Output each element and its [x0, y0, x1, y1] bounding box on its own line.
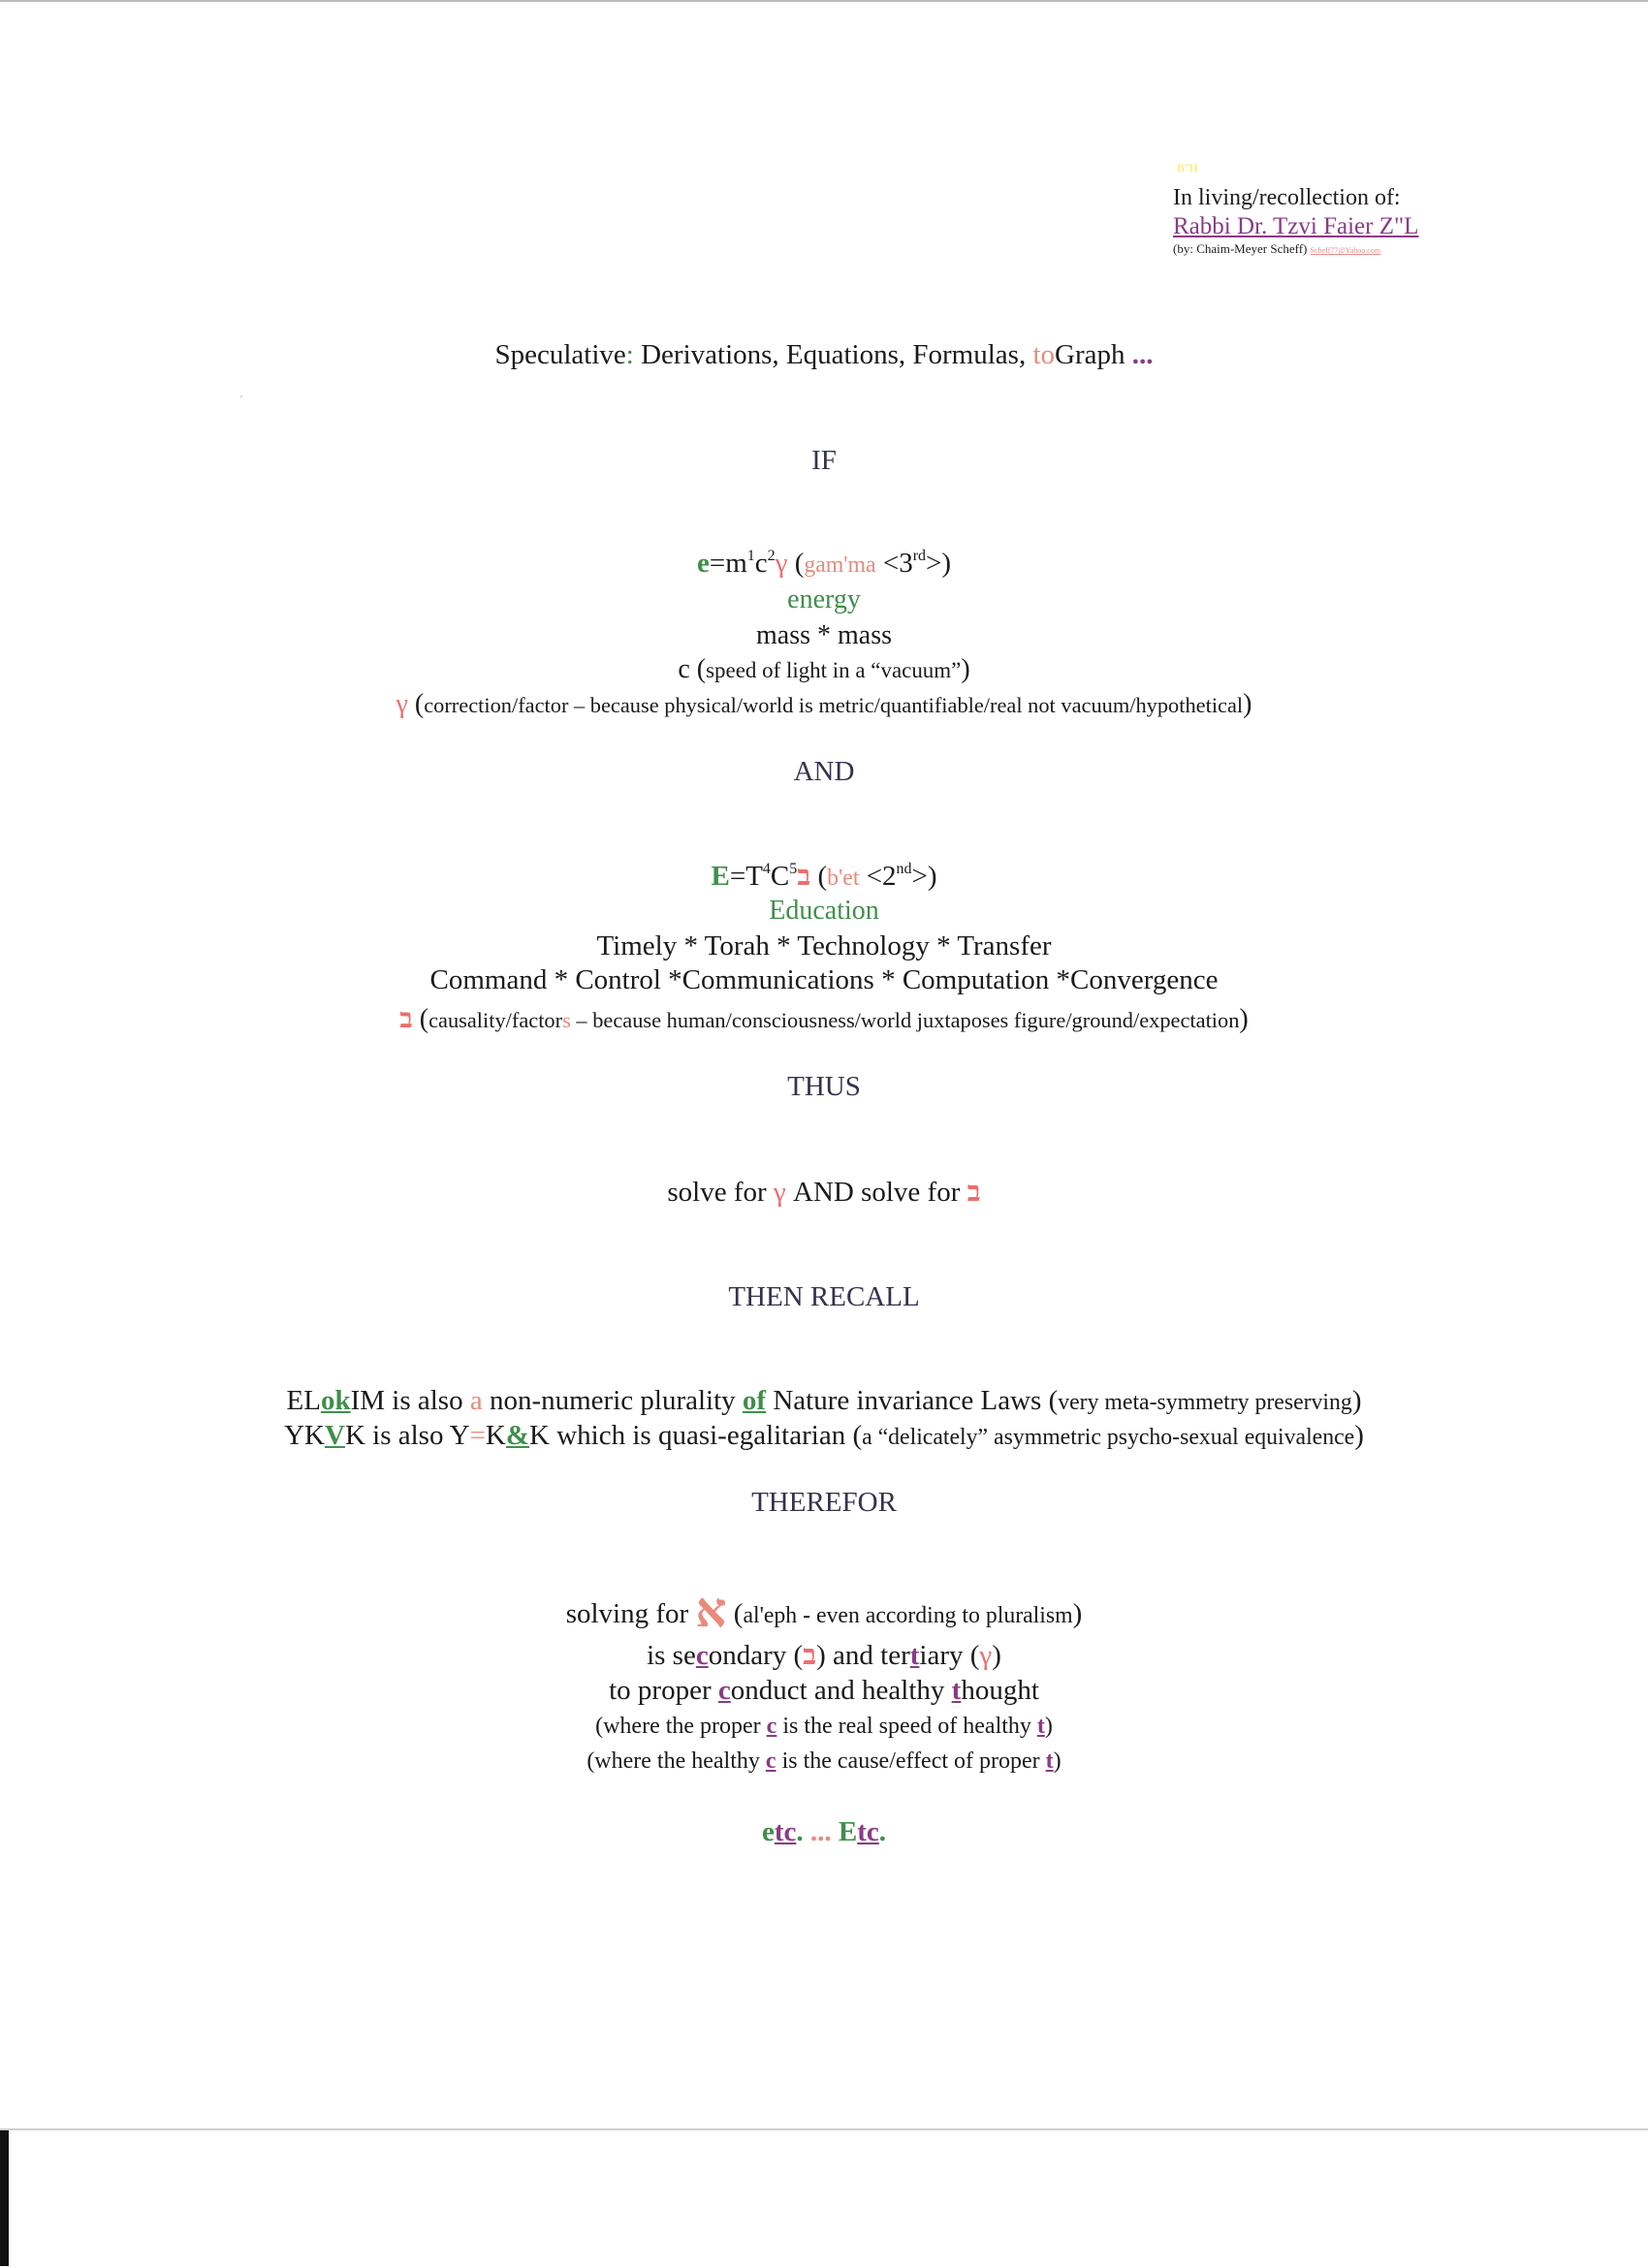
eq1-c: c [754, 548, 768, 579]
mass-line: mass * mass [756, 620, 892, 650]
conclusion-line-1 [0, 1582, 1648, 1638]
conclusion-line-4 [0, 1714, 1648, 1740]
heading-if: IF [811, 445, 837, 476]
closing-tc1: tc [774, 1816, 797, 1847]
c-desc: speed of light in a “vacuum” [706, 658, 962, 682]
solve-line [0, 1177, 1648, 1209]
eq1-eqm: =m [709, 548, 747, 579]
conc-l4-d: ) [1044, 1714, 1053, 1739]
solve-b: AND solve for [785, 1177, 967, 1208]
conc-l5-a: (where the healthy [586, 1748, 766, 1774]
conc-l3-c: c [717, 1675, 731, 1706]
title-colon: : [625, 339, 634, 370]
recall-l2-close: ) [1354, 1420, 1364, 1451]
conclusion-line-3 [0, 1675, 1648, 1707]
bet-desc-a: causality/factor [428, 1008, 563, 1032]
conc-close: ) [1072, 1598, 1083, 1629]
c-terms-line: Command * Control *Communications * Computation *Convergence [429, 964, 1219, 995]
conclusion-line-5 [0, 1748, 1648, 1775]
bet-symbol: ב [797, 861, 811, 892]
conc-l3-a: to proper [609, 1675, 718, 1706]
eq2-close: >) [911, 861, 937, 892]
equation-education [0, 861, 1648, 893]
bet-close: ) [1239, 1004, 1249, 1034]
closing-tc2: tc [857, 1816, 879, 1847]
eq2-eqT: =T [729, 861, 763, 892]
recall-l1-paren: very meta-symmetry preserving [1058, 1390, 1352, 1415]
conc-l4-b: is the real speed of healthy [776, 1714, 1037, 1739]
title-to: to [1032, 339, 1056, 370]
gamma-symbol: γ [773, 1177, 786, 1208]
bet-desc-b: – because human/consciousness/world juxtaposes figure/ground/expectation [570, 1008, 1240, 1032]
recall-line-elokim [0, 1385, 1648, 1417]
c-definition [0, 654, 1648, 685]
conclusion-line-2 [0, 1640, 1648, 1672]
author-line [1173, 241, 1418, 257]
recall-k-is-also: K is also Y [344, 1420, 470, 1451]
eq1-open: ( [787, 548, 805, 579]
gamma-symbol: γ [775, 548, 788, 579]
title-ellipsis: ... [1131, 339, 1154, 370]
gamma-name: gam'ma [804, 552, 876, 578]
c-label: c ( [678, 654, 707, 684]
eq1-close: >) [925, 548, 951, 579]
eq1-rank: <3 [875, 548, 913, 579]
eq1-sup2: 2 [767, 548, 776, 565]
rabbi-name-link[interactable]: Rabbi Dr. Tzvi Faier Z"L [1173, 213, 1419, 240]
heading-thus: THUS [787, 1071, 861, 1102]
title-graph: Graph [1055, 339, 1132, 370]
recall-l2-paren: a “delicately” asymmetric psycho-sexual equivalence [862, 1425, 1355, 1450]
dedication-block [1173, 161, 1418, 257]
gamma-open: ( [407, 689, 425, 719]
gamma-symbol: γ [979, 1640, 993, 1671]
gamma-symbol: γ [396, 689, 408, 719]
bet-name: b'et [827, 866, 860, 891]
recall-yk: YK [284, 1420, 325, 1451]
conc-l2-a: is se [647, 1640, 696, 1671]
conc-l2-b: ondary ( [708, 1640, 804, 1671]
eq2-sup5: 5 [789, 861, 798, 878]
bet-symbol: ב [803, 1640, 817, 1671]
bet-symbol: ב [967, 1177, 981, 1208]
scan-top-edge [0, 0, 1648, 2]
recall-ok: ok [320, 1385, 351, 1416]
closing-dot2: . [878, 1816, 887, 1847]
conc-l4-a: (where the proper [595, 1714, 767, 1739]
recall-im: IM is also [350, 1385, 470, 1416]
eq2-sup4: 4 [762, 861, 771, 878]
conc-l5-c: c [765, 1748, 776, 1774]
recall-v: V [324, 1420, 345, 1451]
scan-bottom-margin [0, 2128, 1648, 2268]
gamma-close: ) [1243, 689, 1252, 719]
eq2-C: C [770, 861, 790, 892]
closing-dot1: . [796, 1816, 804, 1847]
recall-of: of [742, 1385, 767, 1416]
scan-left-bar [0, 2130, 9, 2266]
conc-l2-e: iary ( [919, 1640, 980, 1671]
bet-desc-s: s [562, 1008, 571, 1032]
dedication-line: In living/recollection of: [1173, 185, 1401, 211]
recall-a: a [469, 1385, 483, 1416]
conc-l2-t: t [909, 1640, 920, 1671]
closing-ellipsis: ... [803, 1816, 839, 1847]
page-title [0, 339, 1648, 371]
conc-aleph-paren: al'eph - even according to pluralism [743, 1603, 1073, 1628]
conc-l2-f: ) [992, 1640, 1001, 1671]
solve-a: solve for [667, 1177, 774, 1208]
aleph-symbol: א [695, 1583, 727, 1637]
eq2-rank: <2 [859, 861, 897, 892]
conc-l2-c: c [695, 1640, 709, 1671]
conc-solving-for: solving for [565, 1598, 696, 1629]
recall-line-ykvk [0, 1420, 1648, 1452]
recall-quasi: K which is quasi-egalitarian [529, 1420, 853, 1451]
recall-l2-open: ( [852, 1420, 863, 1451]
closing-E2: E [838, 1816, 858, 1847]
conc-l5-t: t [1045, 1748, 1054, 1774]
title-speculative: Speculative [494, 339, 626, 370]
bet-open: ( [412, 1004, 429, 1034]
author-name: (by: Chaim-Meyer Scheff) [1173, 241, 1308, 257]
eq2-E: E [711, 861, 730, 892]
equation-energy [0, 548, 1648, 580]
recall-k: K [485, 1420, 506, 1451]
title-main: Derivations, Equations, Formulas, [633, 339, 1033, 370]
bsd-mark: B"H [1177, 161, 1198, 174]
bet-symbol: ב [399, 1004, 413, 1034]
conc-l3-d: hought [961, 1675, 1039, 1706]
conc-l3-b: onduct and healthy [730, 1675, 952, 1706]
eq2-rank-sup: nd [896, 861, 912, 878]
eq1-sup1: 1 [746, 548, 755, 565]
heading-then-recall: THEN RECALL [728, 1281, 920, 1312]
conc-l3-t: t [951, 1675, 962, 1706]
c-close: ) [961, 654, 970, 684]
recall-l1-open: ( [1048, 1385, 1059, 1416]
scan-speck [240, 395, 242, 397]
closing-e1: e [761, 1816, 775, 1847]
conc-l4-t: t [1036, 1714, 1045, 1739]
recall-equals: = [469, 1420, 486, 1451]
recall-l1-close: ) [1351, 1385, 1362, 1416]
conc-l2-d: ) and ter [816, 1640, 910, 1671]
author-email-link[interactable]: Scheff77@Yahoo.com [1310, 246, 1381, 256]
eq2-open: ( [810, 861, 828, 892]
conc-l5-b: is the cause/effect of proper [776, 1748, 1046, 1774]
eq1-e: e [697, 548, 710, 579]
education-label: Education [769, 896, 879, 926]
energy-label: energy [787, 584, 861, 614]
recall-plurality: non-numeric plurality [482, 1385, 743, 1416]
heading-and: AND [793, 756, 855, 787]
closing-etc [0, 1816, 1648, 1848]
gamma-definition [0, 689, 1648, 720]
recall-ampersand: & [505, 1420, 530, 1451]
recall-laws: Nature invariance Laws [766, 1385, 1049, 1416]
conc-open: ( [726, 1598, 744, 1629]
recall-el: EL [286, 1385, 321, 1416]
heading-therefor: THEREFOR [751, 1487, 897, 1518]
conc-l4-c: c [766, 1714, 777, 1739]
t-terms-line: Timely * Torah * Technology * Transfer [596, 930, 1052, 961]
conc-l5-d: ) [1053, 1748, 1062, 1774]
eq1-rank-sup: rd [912, 548, 926, 565]
bet-definition [0, 1004, 1648, 1035]
gamma-desc: correction/factor – because physical/world is metric/quantifiable/real not vacuum/hypothetical [424, 693, 1244, 717]
